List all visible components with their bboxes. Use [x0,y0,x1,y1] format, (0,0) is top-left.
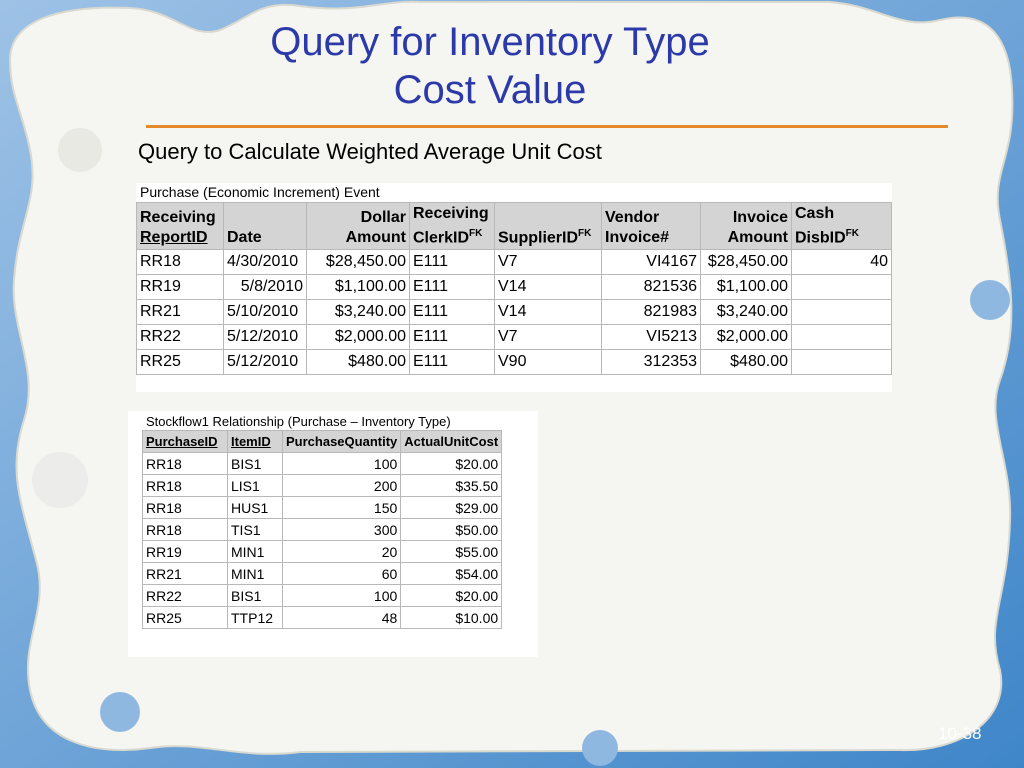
cell-date: 5/8/2010 [224,275,307,300]
table-row [143,519,502,541]
col-actual-unit-cost: ActualUnitCost [401,431,502,453]
purchase-event-panel [136,183,892,392]
title-line-1: Query for Inventory Type [270,20,710,64]
cell-quantity: 300 [283,519,401,541]
cell-supplier-id: V14 [495,275,602,300]
cell-clerk-id: E111 [410,275,495,300]
cell-clerk-id: E111 [410,300,495,325]
col-vendor-invoice: Vendor Invoice# [602,203,701,250]
table-row [143,497,502,519]
page-number: 10-38 [938,724,982,743]
cell-unit-cost: $50.00 [401,519,502,541]
cell-item-id: MIN1 [228,541,283,563]
col-date: Date [224,203,307,250]
cell-unit-cost: $54.00 [401,563,502,585]
cell-receiving-id: RR19 [137,275,224,300]
cell-dollar-amount: $2,000.00 [307,325,410,350]
cell-supplier-id: V14 [495,300,602,325]
cell-unit-cost: $20.00 [401,585,502,607]
slide-subtitle: Query to Calculate Weighted Average Unit Cost [138,139,602,164]
cell-date: 5/12/2010 [224,350,307,375]
cell-quantity: 150 [283,497,401,519]
cell-item-id: TIS1 [228,519,283,541]
stockflow-table [142,430,502,629]
cell-purchase-id: RR25 [143,607,228,629]
cell-receiving-id: RR22 [137,325,224,350]
cell-invoice-amount: $2,000.00 [701,325,792,350]
table-row [137,300,892,325]
cell-dollar-amount: $28,450.00 [307,250,410,275]
cell-receiving-id: RR21 [137,300,224,325]
table-header-row [137,203,892,250]
cell-cash-disb-id [792,300,892,325]
col-dollar-amount: Dollar Amount [307,203,410,250]
col-receiving-report-id: Receiving ReportID [137,203,224,250]
table-row [143,475,502,497]
col-item-id: ItemID [228,431,283,453]
cell-item-id: TTP12 [228,607,283,629]
title-line-2: Cost Value [393,68,587,112]
cell-vendor-invoice: 821983 [602,300,701,325]
col-cash-disb-id: Cash DisbID$^{FK}$ [792,203,892,250]
cell-cash-disb-id [792,350,892,375]
cell-quantity: 100 [283,453,401,475]
cell-quantity: 20 [283,541,401,563]
col-invoice-amount: Invoice Amount [701,203,792,250]
cell-clerk-id: E111 [410,250,495,275]
cell-cash-disb-id [792,325,892,350]
table-row [143,563,502,585]
purchase-event-table [136,202,892,375]
cell-supplier-id: V7 [495,250,602,275]
col-supplier-id: SupplierID$^{FK}$ [495,203,602,250]
cell-quantity: 60 [283,563,401,585]
title-divider [146,125,948,128]
table-row [143,607,502,629]
stockflow-panel [128,411,538,657]
cell-purchase-id: RR19 [143,541,228,563]
cell-item-id: MIN1 [228,563,283,585]
cell-date: 5/12/2010 [224,325,307,350]
cell-unit-cost: $20.00 [401,453,502,475]
cell-vendor-invoice: 821536 [602,275,701,300]
cell-vendor-invoice: 312353 [602,350,701,375]
table-row [137,275,892,300]
cell-cash-disb-id [792,275,892,300]
cell-date: 5/10/2010 [224,300,307,325]
col-receiving-clerk-id: Receiving ClerkID$^{FK}$ [410,203,495,250]
cell-purchase-id: RR18 [143,497,228,519]
cell-item-id: BIS1 [228,585,283,607]
cell-item-id: BIS1 [228,453,283,475]
col-purchase-id: PurchaseID [143,431,228,453]
slide-title [190,18,790,114]
table-row [143,585,502,607]
table-row [143,453,502,475]
cell-receiving-id: RR25 [137,350,224,375]
cell-quantity: 100 [283,585,401,607]
cell-date: 4/30/2010 [224,250,307,275]
cell-purchase-id: RR18 [143,475,228,497]
cell-purchase-id: RR18 [143,519,228,541]
cell-item-id: LIS1 [228,475,283,497]
table-row [143,541,502,563]
cell-item-id: HUS1 [228,497,283,519]
cell-dollar-amount: $480.00 [307,350,410,375]
cell-cash-disb-id: 40 [792,250,892,275]
cell-vendor-invoice: VI4167 [602,250,701,275]
cell-receiving-id: RR18 [137,250,224,275]
table-header-row [143,431,502,453]
cell-invoice-amount: $1,100.00 [701,275,792,300]
cell-dollar-amount: $3,240.00 [307,300,410,325]
purchase-table-caption: Purchase (Economic Increment) Event [140,184,380,200]
cell-purchase-id: RR18 [143,453,228,475]
table-row [137,325,892,350]
cell-quantity: 200 [283,475,401,497]
cell-supplier-id: V90 [495,350,602,375]
cell-quantity: 48 [283,607,401,629]
cell-clerk-id: E111 [410,350,495,375]
cell-clerk-id: E111 [410,325,495,350]
cell-purchase-id: RR22 [143,585,228,607]
cell-vendor-invoice: VI5213 [602,325,701,350]
table-row [137,350,892,375]
cell-purchase-id: RR21 [143,563,228,585]
cell-supplier-id: V7 [495,325,602,350]
stockflow-table-caption: Stockflow1 Relationship (Purchase – Inventory Type) [146,414,451,429]
table-row [137,250,892,275]
cell-unit-cost: $10.00 [401,607,502,629]
cell-invoice-amount: $3,240.00 [701,300,792,325]
cell-invoice-amount: $480.00 [701,350,792,375]
cell-invoice-amount: $28,450.00 [701,250,792,275]
cell-unit-cost: $35.50 [401,475,502,497]
cell-dollar-amount: $1,100.00 [307,275,410,300]
cell-unit-cost: $55.00 [401,541,502,563]
cell-unit-cost: $29.00 [401,497,502,519]
col-purchase-quantity: PurchaseQuantity [283,431,401,453]
